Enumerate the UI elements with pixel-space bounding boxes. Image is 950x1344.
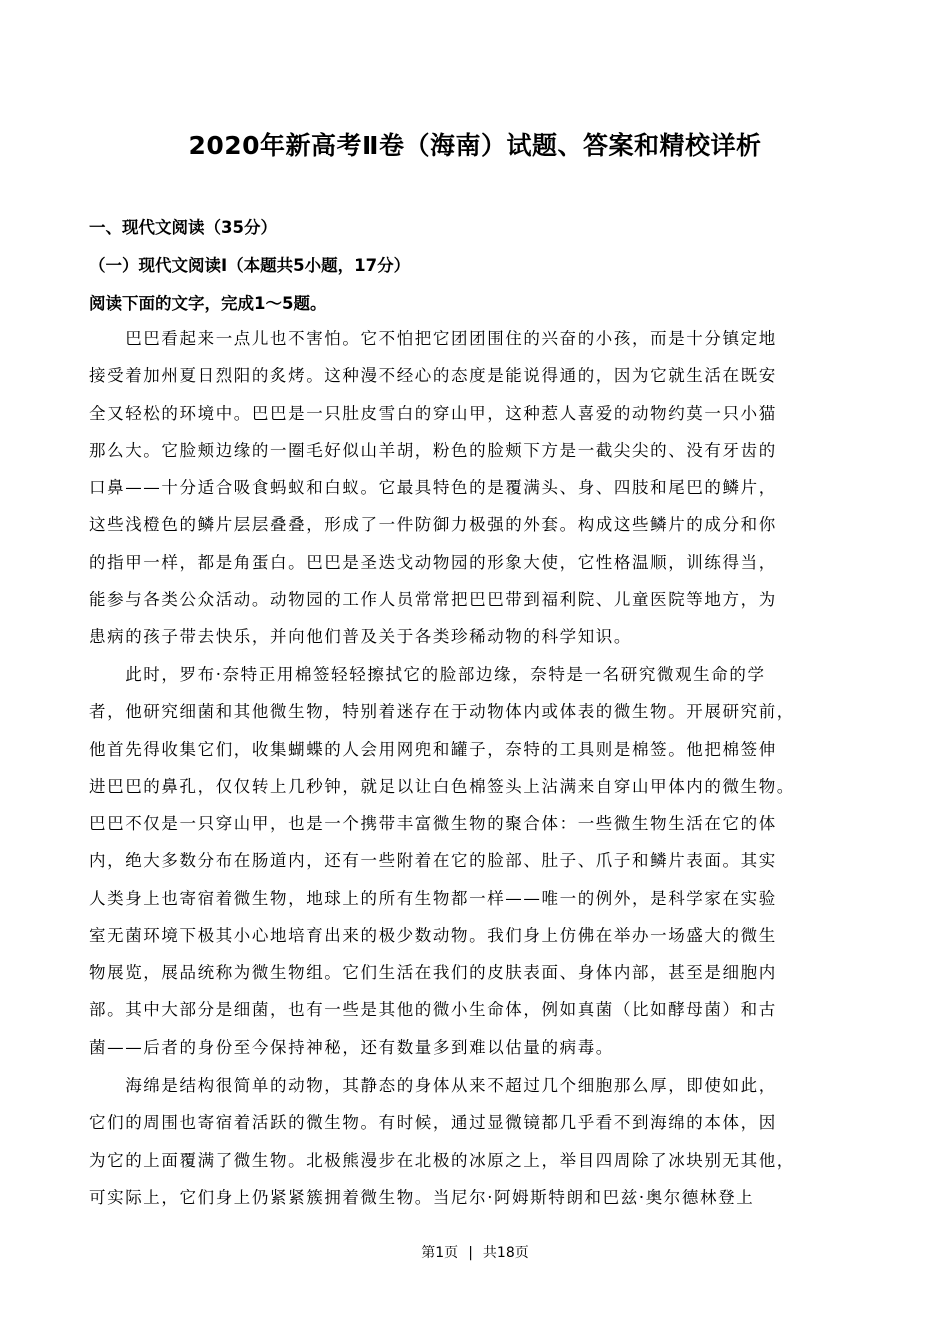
paragraph-line: 口鼻——十分适合吸食蚂蚁和白蚁。它最具特色的是覆满头、身、四肢和尾巴的鳞片， <box>89 478 777 497</box>
paragraph-line: 巴巴看起来一点儿也不害怕。它不怕把它团团围住的兴奋的小孩，而是十分镇定地 <box>89 329 777 348</box>
paragraph-line: 可实际上，它们身上仍紧紧簇拥着微生物。当尼尔·阿姆斯特朗和巴兹·奥尔德林登上 <box>89 1187 755 1207</box>
section-heading: 一、现代文阅读（35分） <box>89 218 277 237</box>
paragraph-line: 菌——后者的身份至今保持神秘，还有数量多到难以估量的病毒。 <box>89 1037 614 1057</box>
paragraph-line: 那么大。它脸颊边缘的一圈毛好似山羊胡，粉色的脸颊下方是一截尖尖的、没有牙齿的 <box>89 440 777 460</box>
reading-instruction: 阅读下面的文字，完成1～5题。 <box>89 294 327 313</box>
paragraph-line: 的指甲一样，都是角蛋白。巴巴是圣迭戈动物园的形象大使，它性格温顺，训练得当， <box>89 552 777 572</box>
paragraph-line: 患病的孩子带去快乐，并向他们普及关于各类珍稀动物的科学知识。 <box>89 627 632 646</box>
paragraph-line: 内，绝大多数分布在肠道内，还有一些附着在它的脸部、肚子、爪子和鳞片表面。其实 <box>89 851 777 871</box>
paragraph-line: 为它的上面覆满了微生物。北极熊漫步在北极的冰原之上，举目四周除了冰块别无其他， <box>89 1150 795 1170</box>
paragraph-line: 巴巴不仅是一只穿山甲，也是一个携带丰富微生物的聚合体：一些微生物生活在它的体 <box>89 814 777 833</box>
paragraph-line: 能参与各类公众活动。动物园的工作人员常常把巴巴带到福利院、儿童医院等地方，为 <box>89 589 777 609</box>
paragraph-1 <box>89 320 875 655</box>
paragraph-line: 接受着加州夏日烈阳的炙烤。这种漫不经心的态度是能说得通的，因为它就生活在既安 <box>89 366 777 386</box>
paragraph-line: 它们的周围也寄宿着活跃的微生物。有时候，通过显微镜都几乎看不到海绵的本体，因 <box>89 1113 777 1133</box>
subsection-heading: （一）现代文阅读Ⅰ（本题共5小题，17分） <box>89 256 411 275</box>
document-title: 2020年新高考Ⅱ卷（海南）试题、答案和精校详析 <box>188 131 762 160</box>
paragraph-line: 全又轻松的环境中。巴巴是一只肚皮雪白的穿山甲，这种惹人喜爱的动物约莫一只小猫 <box>89 403 777 423</box>
paragraph-line: 他首先得收集它们，收集蝴蝶的人会用网兜和罐子，奈特的工具则是棉签。他把棉签伸 <box>89 739 777 759</box>
paragraph-line: 此时，罗布·奈特正用棉签轻轻擦拭它的脸部边缘，奈特是一名研究微观生命的学 <box>89 665 766 684</box>
paragraph-line: 进巴巴的鼻孔，仅仅转上几秒钟，就足以让白色棉签头上沾满来自穿山甲体内的微生物。 <box>89 776 795 796</box>
paragraph-3 <box>89 1067 875 1216</box>
paragraph-line: 部。其中大部分是细菌，也有一些是其他的微小生命体，例如真菌（比如酵母菌）和古 <box>89 1000 777 1020</box>
paragraph-line: 室无菌环境下极其小心地培育出来的极少数动物。我们身上仿佛在举办一场盛大的微生 <box>89 925 777 945</box>
footer-separator: | <box>468 1245 473 1261</box>
paragraph-line: 者，他研究细菌和其他微生物，特别着迷存在于动物体内或体表的微生物。开展研究前， <box>89 702 795 722</box>
page-footer <box>0 1242 950 1262</box>
paragraph-line: 人类身上也寄宿着微生物，地球上的所有生物都一样——唯一的例外，是科学家在实验 <box>89 888 777 908</box>
paragraph-2 <box>89 656 875 1066</box>
total-pages: 共18页 <box>482 1245 529 1261</box>
paragraph-line: 海绵是结构很简单的动物，其静态的身体从来不超过几个细胞那么厚，即使如此， <box>89 1076 777 1095</box>
current-page-number: 第1页 <box>421 1245 459 1261</box>
paragraph-line: 这些浅橙色的鳞片层层叠叠，形成了一件防御力极强的外套。构成这些鳞片的成分和你 <box>89 515 777 535</box>
paragraph-line: 物展览，展品统称为微生物组。它们生活在我们的皮肤表面、身体内部，甚至是细胞内 <box>89 963 777 982</box>
